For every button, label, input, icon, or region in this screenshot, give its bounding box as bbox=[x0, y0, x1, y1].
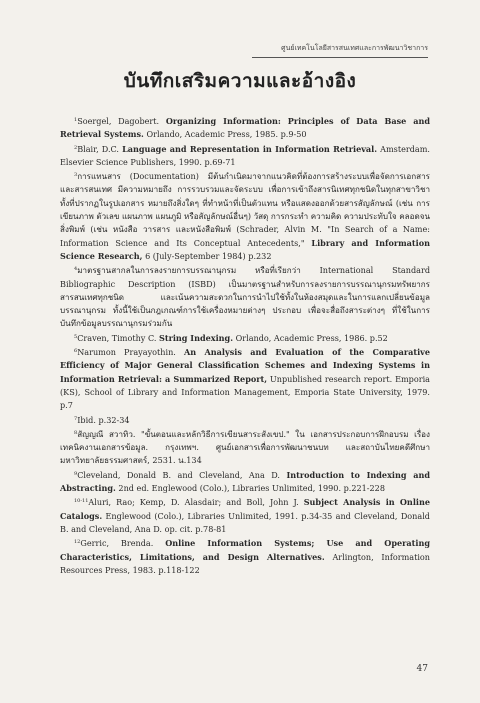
endnote-number: 8 bbox=[74, 429, 78, 436]
endnote-number: 9 bbox=[74, 470, 78, 477]
citation-text: Cleveland, Donald B. and Cleveland, Ana D. bbox=[77, 469, 287, 480]
endnote-number: 2 bbox=[74, 144, 78, 151]
citation-title: Language and Representation in Information Retrieval. bbox=[122, 143, 378, 154]
citation-title: Organizing Information: Principles of Data Base and Retrieval Systems. bbox=[60, 116, 431, 140]
endnote-number: 4 bbox=[74, 266, 78, 273]
citation-text: การแทนสาร (Documentation) มีต้นกำเนิดมาจากแนวคิดที่ต้องการสร้างระบบเพื่อจัดการเอกสารและสารสนเทศ มีความหมายถึง การรวบรวมและจัดระบบ เพื่อการเข้าถึงสารนิเทศทุกชนิดในทุกสาขาวิชา ทั้งที่ปรากฏในรูปเอกสาร หมายถึงสิ่งใดๆ ที่ทำหน้าที่เป็นตัวแทน หรือแสดงออกด้วยสารสัญลักษณ์ (เช่น การเขียนภาพ ตัวเลข แผนภาพ แผนภูมิ หรือสัญลักษณ์อื่นๆ) วัสดุ การกระทำ ความคิด ความประทับใจ คลอดจนสิ่งพิมพ์ (เช่น หนังสือ วารสาร และหนังสือพิมพ์ (Schrader, Alvin M. "In Search of a Name: Information Science and Its Conceptual Antecedents," bbox=[60, 171, 430, 248]
endnote bbox=[60, 468, 430, 496]
endnote bbox=[60, 495, 430, 536]
citation-text: Orlando, Academic Press, 1985. p.9-50 bbox=[143, 129, 307, 140]
citation-text: มาตรฐานสากลในการลงรายการบรรณานุกรม หรือที่เรียกว่า International Standard Bibliographic Description (ISBD) เป็นมาตรฐานสำหรับการลงรายการบรรณานุกรมทรัพยากรสารสนเทศทุกชนิด และเน้นความสะดวกในการนำไปใช้ทั้งในห้องสมุดและในการแลกเปลี่ยนข้อมูลบรรณานุกรม ทั้งนี้ใช้เป็นกฎเกณฑ์การใช้เครื่องหมายต่างๆ ประกอบ เพื่อจะสื่อถึงสาระต่างๆ ที่ใช้ในการบันทึกข้อมูลบรรณานุกรมร่วมกัน bbox=[60, 265, 430, 329]
endnote-number: 6 bbox=[74, 348, 78, 355]
citation-text: Unpublished research report. Emporia (KS), School of Library and Information Management, Emporia State University, 1979. p.7 bbox=[60, 373, 430, 411]
citation-text: Arlington, Information Resources Press, 1983. p.118-122 bbox=[60, 551, 430, 575]
page-title: บันทึกเสริมความและอ้างอิง bbox=[123, 70, 357, 92]
citation-text: 6 (July-September 1984) p.232 bbox=[142, 250, 272, 261]
endnote-number: 3 bbox=[74, 172, 78, 179]
endnote-number: 12 bbox=[74, 539, 81, 546]
endnote-number: 1 bbox=[74, 117, 78, 123]
running-head: ศูนย์เทคโนโลยีสารสนเทศและการพัฒนาวิชาการ bbox=[281, 44, 428, 52]
citation-text: สัญญณี สวาทิว. "ขั้นตอนและหลักวิธีการเขียนสาระสังเขป." ใน เอกสารประกอบการฝึกอบรม เรื่องเทคนิคงานเอกสารข้อมูล. กรุงเทพฯ. ศูนย์เอกสารเพื่อการพัฒนาชนบท และสถาบันไทยคดีศึกษา มหาวิทยาลัยธรรมศาสตร์, 2531. น.134 bbox=[60, 428, 430, 466]
citation-title: An Analysis and Evaluation of the Comparative Efficiency of Major General Classification Schemes and Indexing Systems in Information Retrieval: a Summarized Report, bbox=[60, 347, 430, 384]
endnote bbox=[60, 345, 430, 412]
citation-text: Aluri, Rao; Kemp, D. Alasdair; and Boll, John J. bbox=[88, 497, 304, 508]
endnote-number: 5 bbox=[74, 333, 78, 340]
citation-text: Craven, Timothy C. bbox=[77, 332, 159, 343]
page-number: 47 bbox=[416, 664, 428, 674]
endnote bbox=[60, 331, 430, 345]
endnote bbox=[60, 413, 430, 427]
header-rule bbox=[252, 57, 428, 58]
citation-title: String Indexing. bbox=[159, 332, 234, 343]
endnote bbox=[60, 142, 430, 170]
citation-title: Library and Information Science Research, bbox=[60, 237, 431, 261]
endnotes-list bbox=[60, 114, 430, 577]
citation-text: Narumon Prayayothin. bbox=[77, 347, 184, 358]
endnote-number: 10-11 bbox=[74, 498, 89, 505]
endnote bbox=[60, 169, 430, 263]
endnote bbox=[60, 263, 430, 330]
citation-text: Amsterdam. Elsevier Science Publishers, 1990. p.69-71 bbox=[60, 143, 430, 167]
citation-text: Ibid. p.32-34 bbox=[77, 414, 130, 425]
citation-text: Blair, D.C. bbox=[77, 143, 123, 154]
endnote-number: 7 bbox=[74, 415, 78, 422]
citation-text: 2nd ed. Englewood (Colo.), Libraries Unlimited, 1990. p.221-228 bbox=[115, 483, 385, 494]
endnote bbox=[60, 536, 430, 577]
citation-text: Gerric, Brenda. bbox=[80, 538, 166, 549]
citation-text: Orlando, Academic Press, 1986. p.52 bbox=[233, 332, 388, 343]
citation-title: Subject Analysis in Online Catalogs. bbox=[60, 497, 431, 521]
citation-title: Introduction to Indexing and Abstracting. bbox=[60, 469, 430, 494]
citation-title: Online Information Systems; Use and Operating Characteristics, Limitations, and Design Alternatives. bbox=[60, 538, 430, 562]
endnote bbox=[60, 427, 430, 468]
citation-text: Soergel, Dagobert. bbox=[77, 116, 166, 126]
citation-text: Englewood (Colo.), Libraries Unlimited, 1991. p.34-35 and Cleveland, Donald B. and Cleveland, Ana D. op. cit. p.78-81 bbox=[60, 510, 430, 534]
endnote bbox=[60, 114, 430, 142]
